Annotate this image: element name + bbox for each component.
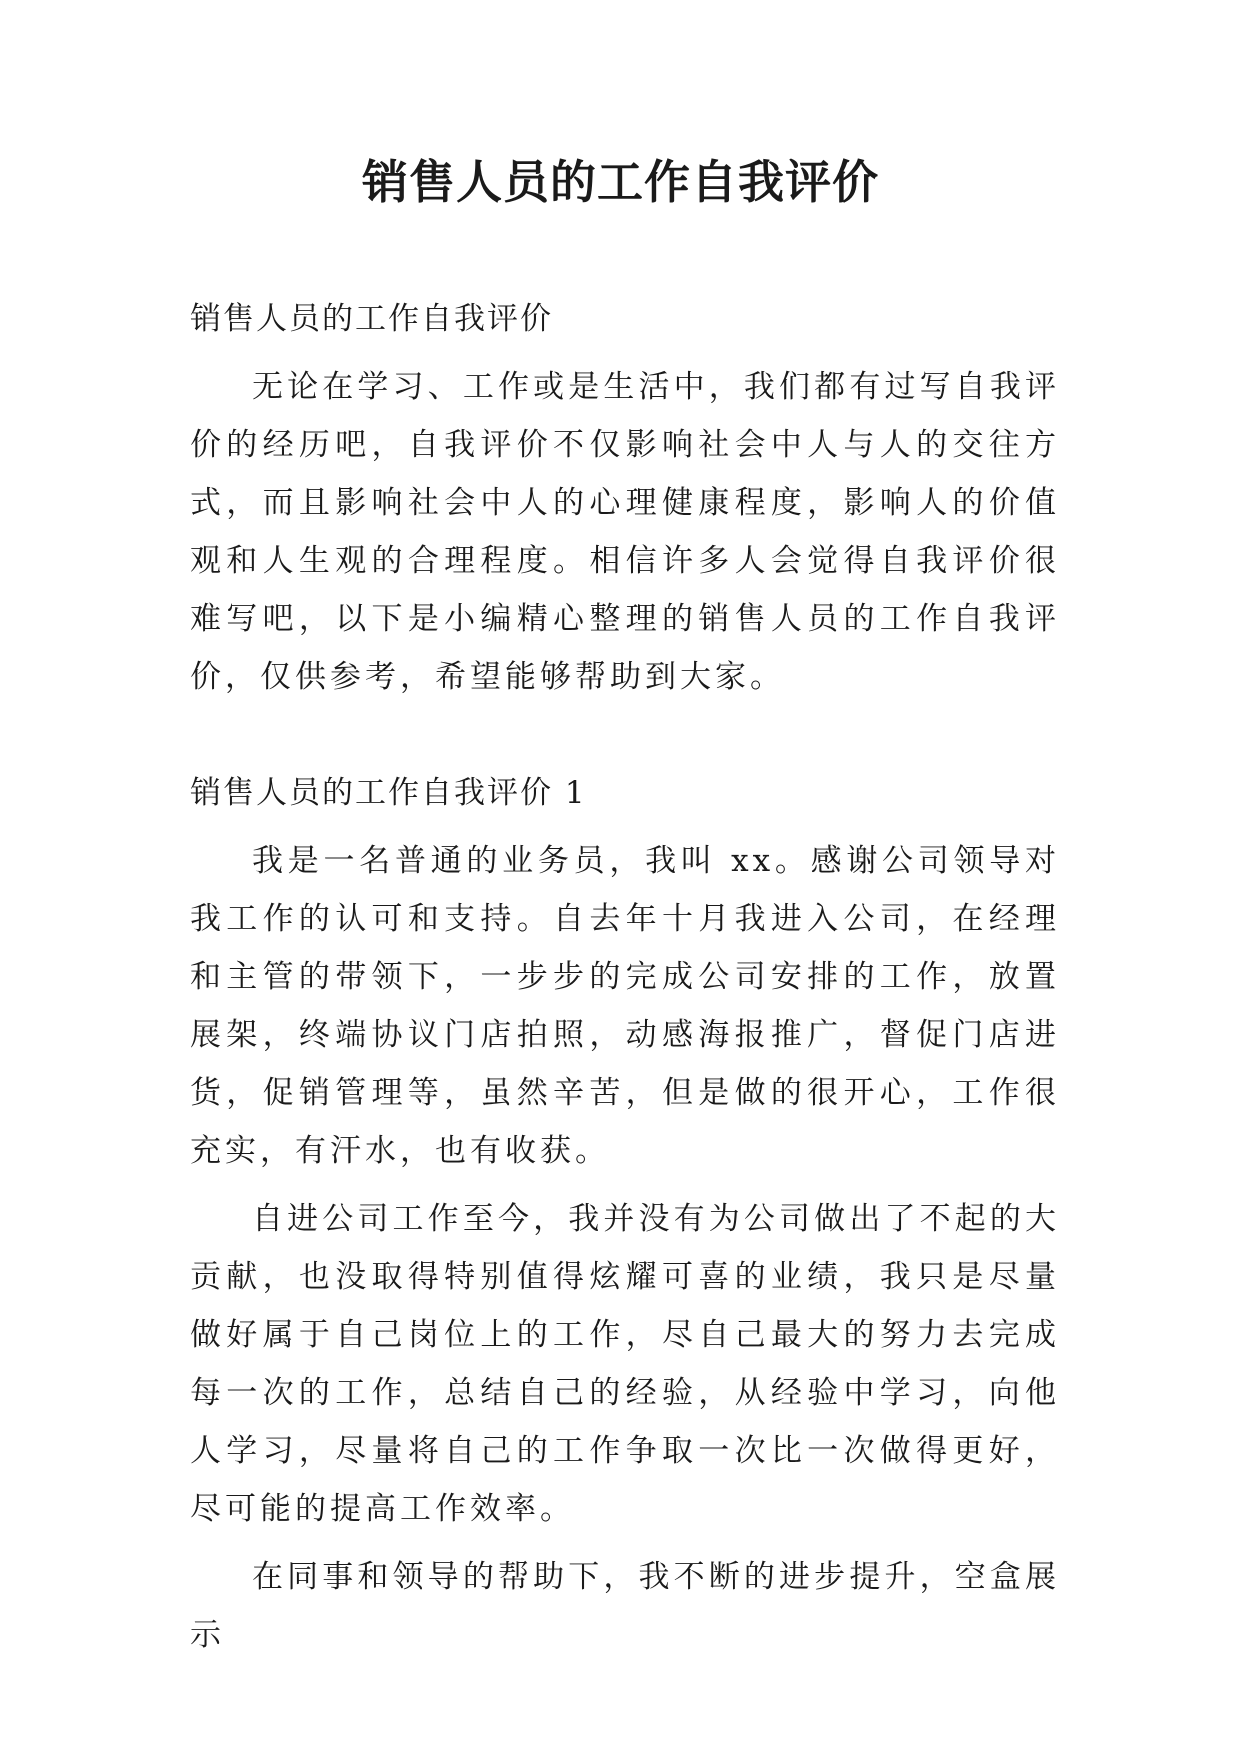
document-title: 销售人员的工作自我评价 <box>362 155 879 209</box>
section-1-paragraph-3: 在同事和领导的帮助下，我不断的进步提升，空盒展示 <box>190 1559 1060 1653</box>
document-body <box>190 290 1060 1664</box>
section-1-heading: 销售人员的工作自我评价 1 <box>190 775 587 811</box>
section-1-paragraph-2: 自进公司工作至今，我并没有为公司做出了不起的大贡献，也没取得特别值得炫耀可喜的业绩，我只是尽量做好属于自己岗位上的工作，尽自己最大的努力去完成每一次的工作，总结自己的经验，从经验中学习，向他人学习，尽量将自己的工作争取一次比一次做得更好，尽可能的提高工作效率。 <box>190 1201 1060 1527</box>
intro-paragraph: 无论在学习、工作或是生活中，我们都有过写自我评价的经历吧，自我评价不仅影响社会中人与人的交往方式，而且影响社会中人的心理健康程度，影响人的价值观和人生观的合理程度。相信许多人会觉得自我评价很难写吧，以下是小编精心整理的销售人员的工作自我评价，仅供参考，希望能够帮助到大家。 <box>190 369 1060 695</box>
intro-heading: 销售人员的工作自我评价 <box>190 301 553 337</box>
section-1-paragraph-1: 我是一名普通的业务员，我叫 xx。感谢公司领导对我工作的认可和支持。自去年十月我进入公司，在经理和主管的带领下，一步步的完成公司安排的工作，放置展架，终端协议门店拍照，动感海报推广，督促门店进货，促销管理等，虽然辛苦，但是做的很开心，工作很充实，有汗水，也有收获。 <box>190 843 1060 1169</box>
